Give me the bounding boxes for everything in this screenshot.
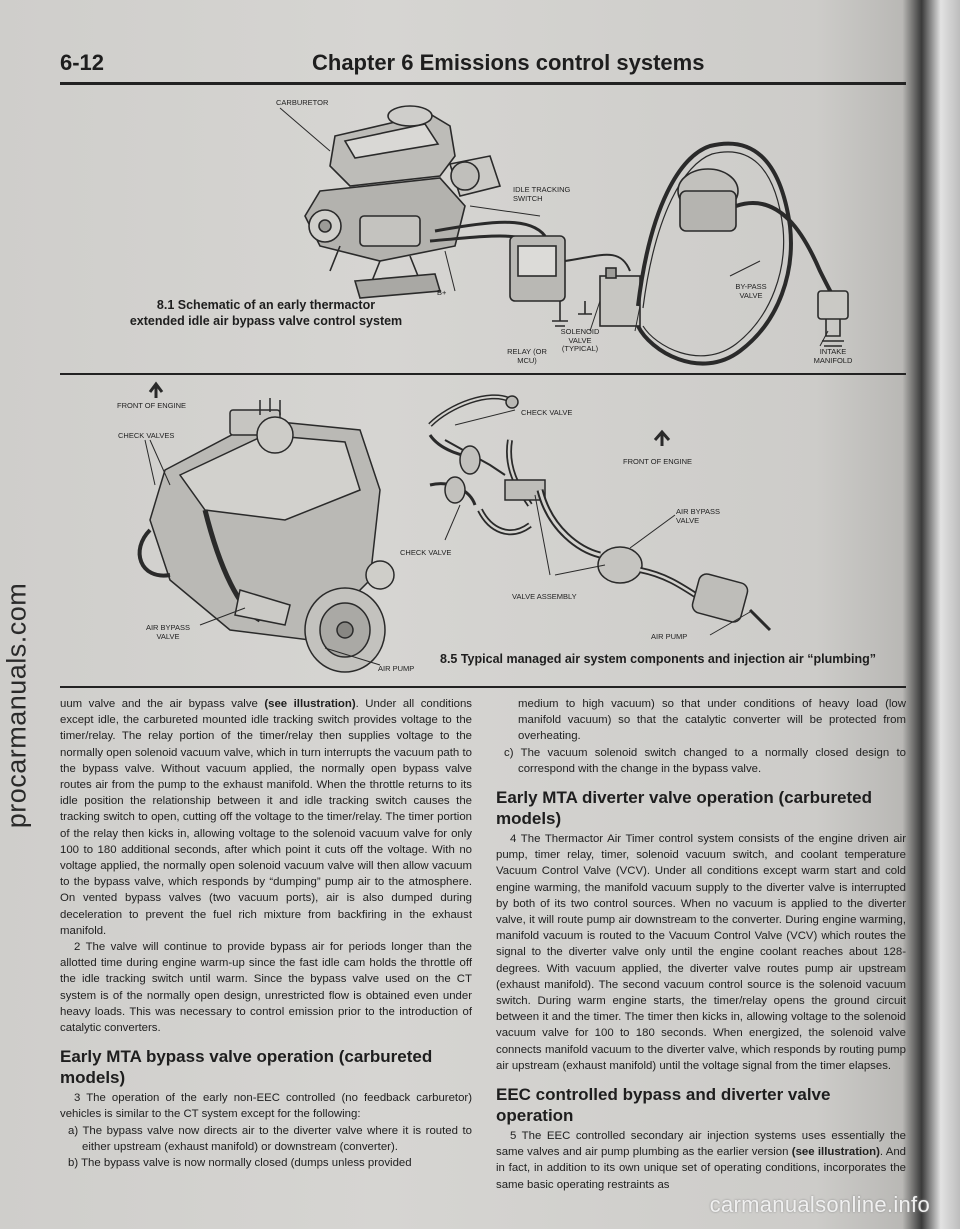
label-check-valves: CHECK VALVES xyxy=(118,431,175,440)
left-column xyxy=(60,696,472,1171)
side-watermark: procarmanuals.com xyxy=(1,582,32,829)
label-bplus: B+ xyxy=(437,288,447,297)
paragraph-1: uum valve and the air bypass valve (see illustration). Under all conditions except idle, the carbureted mounted idle tracking switch provides voltage to the timer/relay. The relay portion of the timer/relay then supplies voltage to the normally open solenoid vacuum valve, which in turn interrupts the vacuum path to the bypass valve. Without vacuum applied, the normally open bypass valve routes air from the pump to the exhaust manifold. When the throttle returns to its idle position the relationship between it and idle tracking switch causes the tracking switch to open, cutting off the voltage to the timer/relay. The timer portion of the relay then kicks in, allowing voltage to the solenoid vacuum valve for only 100 to 180 additional seconds, after which point it cuts off the voltage. With no voltage applied, the normally open solenoid vacuum valve will then allow vacuum to the bypass valve, which responds by “dumping” pump air to the atmosphere. On vented bypass valves (two vacuum ports), air is also dumped during deceleration to prevent the fuel rich mixture from backfiring in the exhaust manifold. xyxy=(60,698,472,937)
see-illustration-ref: (see illustration) xyxy=(264,698,356,710)
chapter-title: Chapter 6 Emissions control systems xyxy=(312,50,705,75)
see-illustration-ref-2: (see illustration) xyxy=(791,1146,880,1159)
right-column xyxy=(496,696,906,1193)
figure-8-1-caption xyxy=(116,297,416,329)
label-relay: RELAY (OR MCU) xyxy=(507,347,547,365)
paragraph-2: 2 The valve will continue to provide bypass air for periods longer than the allotted time during engine warm-up since the fast idle cam holds the throttle off the idle tracking switch until warm. Since the bypass valve used on the CT system is of the normally open design, unrestricted flow is obtained even under heavy loads. This was necessary to control emission prior to the introduction of catalytic converters. xyxy=(60,941,472,1035)
body-divider xyxy=(60,686,906,688)
header-rule xyxy=(60,82,906,85)
paragraph-5: 5 The EEC controlled secondary air injection systems uses essentially the same valves and air pump plumbing as the earlier version (see illustration). And in fact, in addition to its own unique set of operating conditions, incorporates the same basic operating restraints as xyxy=(496,1130,907,1191)
list-item-b-continued: medium to high vacuum) so that under conditions of heavy load (low manifold vacuum) so that the catalytic converter will be protected from overheating. xyxy=(518,698,906,743)
label-valve-assembly: VALVE ASSEMBLY xyxy=(512,592,577,601)
label-front-of-engine-right: FRONT OF ENGINE xyxy=(623,457,693,466)
label-air-bypass-valve-left: AIR BYPASS VALVE xyxy=(145,623,191,641)
bottom-watermark: carmanualsonline.info xyxy=(709,1192,930,1217)
list-item-c: c) The vacuum solenoid switch changed to a normally closed design to correspond with the change in the bypass valve. xyxy=(504,746,906,775)
label-idle-tracking-switch: IDLE TRACKING SWITCH xyxy=(513,185,571,203)
paragraph-3: 3 The operation of the early non-EEC controlled (no feedback carburetor) vehicles is similar to the CT system except for the following: xyxy=(60,1092,472,1121)
heading-bypass-valve-operation: Early MTA bypass valve operation (carbureted models) xyxy=(60,1047,433,1088)
label-solenoid-valve: SOLENOID VALVE (TYPICAL) xyxy=(560,327,600,353)
list-item-a: a) The bypass valve now directs air to the diverter valve where it is routed to either upstream (exhaust manifold) or downstream (converter). xyxy=(68,1124,472,1153)
label-front-of-engine-left: FRONT OF ENGINE xyxy=(117,401,187,410)
label-check-valve-top: CHECK VALVE xyxy=(521,408,573,417)
paragraph-4: 4 The Thermactor Air Timer control system consists of the engine driven air pump, timer relay, timer, solenoid vacuum switch, and coolant temperature Vacuum Control Valve (VCV). Under all conditions except warm start and cold engine warming, the manifold vacuum supply to the diverter valve is interrupted by both of its two control sources. When no vacuum is applied to the diverter valve, it will route pump air downstream to the converter. During engine warming, manifold vacuum is routed to the Vacuum Control Valve (VCV) which routes the signal to the diverter valve only until the engine coolant reaches about 128-degrees. With vacuum applied, the diverter valve routes pump air upstream (exhaust manifold). The second vacuum control source is the solenoid vacuum switch. During warm engine starts, the timer/relay opens the ground circuit between it and the timer. The timer then kicks in, allowing voltage to the solenoid vacuum valve for 100 to 180 seconds. When energized, the solenoid valve connects manifold vacuum to the diverter valve, which responds by routing pump air upstream (exhaust manifold) until the voltage signal from the timer elapses. xyxy=(496,833,906,1072)
managed-air-system-drawing xyxy=(110,380,900,680)
page-number: 6-12 xyxy=(60,50,105,75)
page-header xyxy=(60,46,906,86)
figure-divider xyxy=(60,373,906,375)
label-carburetor: CARBURETOR xyxy=(276,98,329,107)
heading-eec-controlled: EEC controlled bypass and diverter valve operation xyxy=(496,1085,831,1126)
label-air-pump-right: AIR PUMP xyxy=(651,632,688,641)
list-item-b: b) The bypass valve is now normally closed (dumps unless provided xyxy=(68,1157,412,1170)
label-bypass-valve: BY-PASS VALVE xyxy=(735,282,767,300)
label-intake-manifold: INTAKE MANIFOLD xyxy=(813,347,853,365)
label-check-valve-bottom: CHECK VALVE xyxy=(400,548,452,557)
caption-line-1: 8.1 Schematic of an early thermactor xyxy=(156,298,376,312)
caption-line-2: extended idle air bypass valve control system xyxy=(129,314,403,328)
heading-diverter-valve-operation: Early MTA diverter valve operation (carbureted models) xyxy=(496,788,873,829)
figure-8-5-caption: 8.5 Typical managed air system components and injection air “plumbing” xyxy=(440,652,876,666)
label-air-pump-left: AIR PUMP xyxy=(378,664,415,673)
label-air-bypass-valve-right: AIR BYPASS VALVE xyxy=(676,507,721,525)
